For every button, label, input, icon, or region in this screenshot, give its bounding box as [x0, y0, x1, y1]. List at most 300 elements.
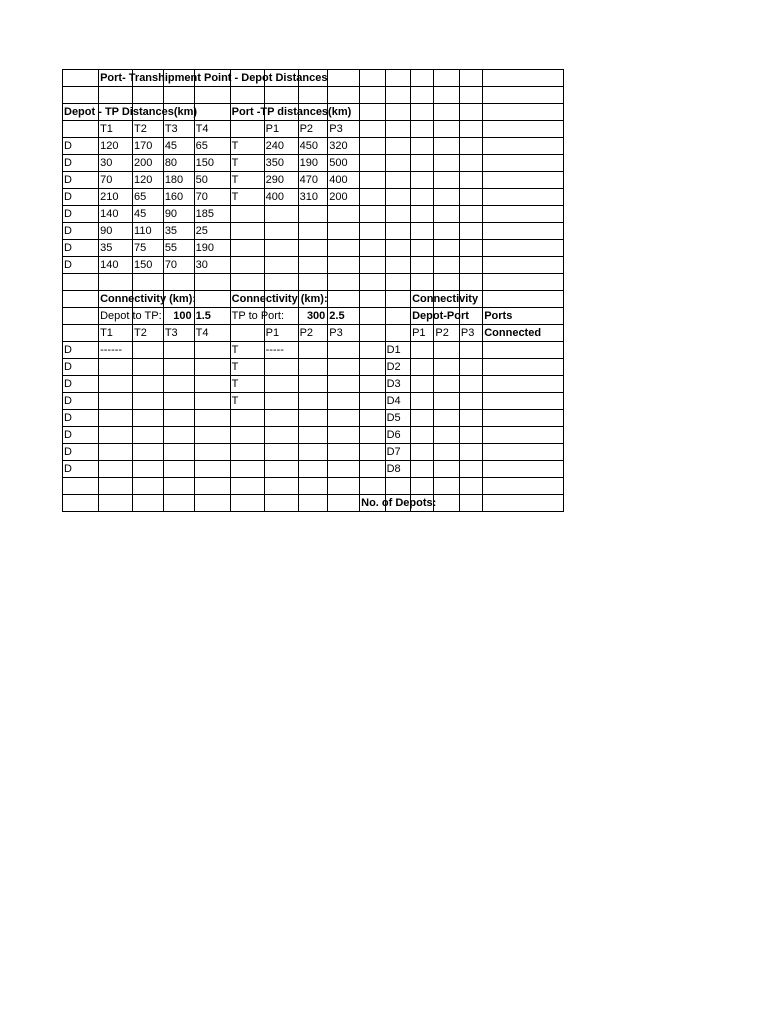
empty-cell[interactable]	[230, 257, 264, 274]
empty-cell[interactable]	[194, 478, 230, 495]
empty-cell[interactable]	[434, 121, 459, 138]
empty-cell[interactable]	[133, 478, 164, 495]
empty-cell[interactable]	[133, 342, 164, 359]
empty-cell[interactable]	[434, 427, 459, 444]
empty-cell[interactable]	[360, 478, 385, 495]
ports-header[interactable]: Ports	[483, 308, 564, 325]
empty-cell[interactable]	[360, 376, 385, 393]
empty-cell[interactable]	[411, 206, 434, 223]
empty-cell[interactable]	[411, 138, 434, 155]
empty-cell[interactable]	[63, 121, 99, 138]
empty-cell[interactable]	[360, 461, 385, 478]
empty-cell[interactable]	[133, 274, 164, 291]
empty-cell[interactable]	[385, 189, 410, 206]
no-of-depots-label[interactable]: No. of Depots:	[360, 495, 385, 512]
empty-cell[interactable]	[264, 87, 298, 104]
empty-cell[interactable]	[385, 70, 410, 87]
empty-cell[interactable]	[360, 427, 385, 444]
empty-cell[interactable]	[264, 444, 298, 461]
empty-cell[interactable]	[483, 291, 564, 308]
empty-cell[interactable]	[328, 410, 360, 427]
depot-tp-distance[interactable]: 25	[194, 223, 230, 240]
empty-cell[interactable]	[459, 444, 482, 461]
empty-cell[interactable]	[230, 274, 264, 291]
empty-cell[interactable]	[298, 223, 328, 240]
empty-cell[interactable]	[328, 359, 360, 376]
empty-cell[interactable]	[360, 359, 385, 376]
empty-cell[interactable]	[230, 121, 264, 138]
connectivity-depot-row-label[interactable]: D	[63, 444, 99, 461]
empty-cell[interactable]	[483, 121, 564, 138]
empty-cell[interactable]	[483, 206, 564, 223]
empty-cell[interactable]	[163, 393, 194, 410]
empty-cell[interactable]	[298, 342, 328, 359]
depot-tp-distance[interactable]: 120	[133, 172, 164, 189]
empty-cell[interactable]	[385, 104, 410, 121]
depot-tp-distance[interactable]: 150	[133, 257, 164, 274]
empty-cell[interactable]	[328, 427, 360, 444]
depot-row-label[interactable]: D	[63, 172, 99, 189]
depot-row-label[interactable]: D	[63, 189, 99, 206]
empty-cell[interactable]	[194, 359, 230, 376]
empty-cell[interactable]	[99, 495, 133, 512]
depot-to-tp-label[interactable]: Depot to TP:	[99, 308, 133, 325]
depot-tp-distance[interactable]: 50	[194, 172, 230, 189]
empty-cell[interactable]	[133, 376, 164, 393]
empty-cell[interactable]	[99, 274, 133, 291]
depot-tp-distance[interactable]: 70	[163, 257, 194, 274]
connectivity-depot-row-label[interactable]: D	[63, 342, 99, 359]
empty-cell[interactable]	[298, 427, 328, 444]
port-tp-distance[interactable]: 400	[328, 172, 360, 189]
empty-cell[interactable]	[163, 461, 194, 478]
empty-cell[interactable]	[434, 206, 459, 223]
depot-tp-distance[interactable]: 30	[99, 155, 133, 172]
empty-cell[interactable]	[385, 138, 410, 155]
connectivity-depot-cell[interactable]: ------	[99, 342, 133, 359]
empty-cell[interactable]	[360, 172, 385, 189]
empty-cell[interactable]	[459, 495, 482, 512]
empty-cell[interactable]	[163, 359, 194, 376]
empty-cell[interactable]	[298, 393, 328, 410]
empty-cell[interactable]	[434, 189, 459, 206]
empty-cell[interactable]	[194, 495, 230, 512]
port-tp-distance[interactable]: 500	[328, 155, 360, 172]
depot-row-label[interactable]: D	[63, 240, 99, 257]
depot-tp-distance[interactable]: 190	[194, 240, 230, 257]
depot-tp-distance[interactable]: 150	[194, 155, 230, 172]
empty-cell[interactable]	[360, 206, 385, 223]
empty-cell[interactable]	[483, 410, 564, 427]
port-tp-header[interactable]: Port -TP distances(km)	[230, 104, 264, 121]
empty-cell[interactable]	[483, 274, 564, 291]
empty-cell[interactable]	[194, 104, 230, 121]
empty-cell[interactable]	[264, 410, 298, 427]
empty-cell[interactable]	[328, 223, 360, 240]
connectivity-port-col-header[interactable]: P3	[328, 325, 360, 342]
empty-cell[interactable]	[360, 291, 385, 308]
empty-cell[interactable]	[483, 376, 564, 393]
empty-cell[interactable]	[163, 444, 194, 461]
empty-cell[interactable]	[459, 257, 482, 274]
empty-cell[interactable]	[133, 410, 164, 427]
empty-cell[interactable]	[230, 495, 264, 512]
empty-cell[interactable]	[434, 138, 459, 155]
empty-cell[interactable]	[63, 274, 99, 291]
tp-to-port-label[interactable]: TP to Port:	[230, 308, 264, 325]
empty-cell[interactable]	[360, 325, 385, 342]
empty-cell[interactable]	[264, 427, 298, 444]
depot-tp-distance[interactable]: 45	[163, 138, 194, 155]
empty-cell[interactable]	[99, 444, 133, 461]
empty-cell[interactable]	[99, 359, 133, 376]
depot-tp-distance[interactable]: 65	[194, 138, 230, 155]
connectivity-matrix-col-header[interactable]: P2	[434, 325, 459, 342]
empty-cell[interactable]	[360, 274, 385, 291]
empty-cell[interactable]	[360, 308, 385, 325]
empty-cell[interactable]	[230, 461, 264, 478]
tp-to-port-threshold[interactable]: 300	[298, 308, 328, 325]
depot-tp-col-header[interactable]: T2	[133, 121, 164, 138]
empty-cell[interactable]	[483, 427, 564, 444]
empty-cell[interactable]	[459, 189, 482, 206]
connectivity-depot-row-label[interactable]: D	[63, 427, 99, 444]
connectivity-port-col-header[interactable]: P2	[298, 325, 328, 342]
depot-tp-distance[interactable]: 140	[99, 206, 133, 223]
depot-row-label[interactable]: D	[63, 257, 99, 274]
empty-cell[interactable]	[328, 444, 360, 461]
empty-cell[interactable]	[385, 274, 410, 291]
empty-cell[interactable]	[360, 121, 385, 138]
empty-cell[interactable]	[298, 410, 328, 427]
connectivity-matrix-row-label[interactable]: D8	[385, 461, 410, 478]
tp-row-label[interactable]: T	[230, 172, 264, 189]
empty-cell[interactable]	[194, 291, 230, 308]
empty-cell[interactable]	[434, 359, 459, 376]
empty-cell[interactable]	[434, 87, 459, 104]
empty-cell[interactable]	[483, 393, 564, 410]
empty-cell[interactable]	[133, 427, 164, 444]
empty-cell[interactable]	[163, 87, 194, 104]
empty-cell[interactable]	[163, 274, 194, 291]
empty-cell[interactable]	[163, 376, 194, 393]
empty-cell[interactable]	[483, 495, 564, 512]
empty-cell[interactable]	[230, 478, 264, 495]
port-tp-col-header[interactable]: P3	[328, 121, 360, 138]
empty-cell[interactable]	[483, 104, 564, 121]
empty-cell[interactable]	[99, 376, 133, 393]
empty-cell[interactable]	[411, 410, 434, 427]
empty-cell[interactable]	[459, 155, 482, 172]
empty-cell[interactable]	[385, 155, 410, 172]
empty-cell[interactable]	[434, 70, 459, 87]
empty-cell[interactable]	[63, 308, 99, 325]
empty-cell[interactable]	[434, 478, 459, 495]
empty-cell[interactable]	[360, 223, 385, 240]
empty-cell[interactable]	[411, 121, 434, 138]
empty-cell[interactable]	[264, 274, 298, 291]
empty-cell[interactable]	[230, 240, 264, 257]
empty-cell[interactable]	[434, 104, 459, 121]
empty-cell[interactable]	[385, 240, 410, 257]
empty-cell[interactable]	[385, 121, 410, 138]
empty-cell[interactable]	[328, 206, 360, 223]
empty-cell[interactable]	[360, 257, 385, 274]
empty-cell[interactable]	[411, 240, 434, 257]
empty-cell[interactable]	[483, 359, 564, 376]
empty-cell[interactable]	[434, 393, 459, 410]
empty-cell[interactable]	[298, 461, 328, 478]
empty-cell[interactable]	[434, 342, 459, 359]
empty-cell[interactable]	[264, 257, 298, 274]
empty-cell[interactable]	[298, 240, 328, 257]
port-tp-distance[interactable]: 310	[298, 189, 328, 206]
empty-cell[interactable]	[328, 291, 360, 308]
empty-cell[interactable]	[230, 427, 264, 444]
empty-cell[interactable]	[483, 87, 564, 104]
connectivity-port-col-header[interactable]: P1	[264, 325, 298, 342]
empty-cell[interactable]	[194, 444, 230, 461]
port-tp-col-header[interactable]: P2	[298, 121, 328, 138]
empty-cell[interactable]	[298, 257, 328, 274]
depot-tp-distance[interactable]: 35	[99, 240, 133, 257]
empty-cell[interactable]	[459, 240, 482, 257]
empty-cell[interactable]	[328, 240, 360, 257]
depot-tp-distance[interactable]: 65	[133, 189, 164, 206]
empty-cell[interactable]	[459, 121, 482, 138]
empty-cell[interactable]	[459, 274, 482, 291]
empty-cell[interactable]	[434, 155, 459, 172]
empty-cell[interactable]	[163, 410, 194, 427]
depot-tp-col-header[interactable]: T3	[163, 121, 194, 138]
depot-tp-header[interactable]: Depot - TP Distances(km)	[63, 104, 99, 121]
empty-cell[interactable]	[298, 478, 328, 495]
empty-cell[interactable]	[459, 342, 482, 359]
depot-row-label[interactable]: D	[63, 138, 99, 155]
empty-cell[interactable]	[459, 172, 482, 189]
empty-cell[interactable]	[483, 138, 564, 155]
empty-cell[interactable]	[411, 172, 434, 189]
empty-cell[interactable]	[99, 87, 133, 104]
empty-cell[interactable]	[360, 70, 385, 87]
empty-cell[interactable]	[483, 189, 564, 206]
empty-cell[interactable]	[459, 427, 482, 444]
sheet-title[interactable]: Port- Transhipment Point - Depot Distances	[99, 70, 133, 87]
empty-cell[interactable]	[459, 223, 482, 240]
depot-row-label[interactable]: D	[63, 155, 99, 172]
empty-cell[interactable]	[230, 410, 264, 427]
empty-cell[interactable]	[411, 427, 434, 444]
tp-to-port-factor[interactable]: 2.5	[328, 308, 360, 325]
depot-tp-distance[interactable]: 120	[99, 138, 133, 155]
depot-tp-distance[interactable]: 70	[99, 172, 133, 189]
depot-tp-distance[interactable]: 210	[99, 189, 133, 206]
empty-cell[interactable]	[385, 172, 410, 189]
connectivity-matrix-row-label[interactable]: D6	[385, 427, 410, 444]
empty-cell[interactable]	[434, 274, 459, 291]
connectivity-depot-row-label[interactable]: D	[63, 376, 99, 393]
empty-cell[interactable]	[483, 257, 564, 274]
empty-cell[interactable]	[264, 461, 298, 478]
empty-cell[interactable]	[63, 478, 99, 495]
depot-tp-distance[interactable]: 90	[163, 206, 194, 223]
depot-tp-col-header[interactable]: T4	[194, 121, 230, 138]
empty-cell[interactable]	[230, 87, 264, 104]
empty-cell[interactable]	[459, 87, 482, 104]
empty-cell[interactable]	[483, 172, 564, 189]
empty-cell[interactable]	[385, 223, 410, 240]
empty-cell[interactable]	[194, 274, 230, 291]
empty-cell[interactable]	[264, 495, 298, 512]
empty-cell[interactable]	[63, 70, 99, 87]
empty-cell[interactable]	[298, 206, 328, 223]
empty-cell[interactable]	[483, 240, 564, 257]
empty-cell[interactable]	[360, 155, 385, 172]
connectivity-tp-row-label[interactable]: T	[230, 359, 264, 376]
empty-cell[interactable]	[434, 376, 459, 393]
port-tp-col-header[interactable]: P1	[264, 121, 298, 138]
empty-cell[interactable]	[459, 393, 482, 410]
empty-cell[interactable]	[483, 444, 564, 461]
empty-cell[interactable]	[360, 189, 385, 206]
empty-cell[interactable]	[411, 155, 434, 172]
connectivity-depot-row-label[interactable]: D	[63, 461, 99, 478]
empty-cell[interactable]	[434, 410, 459, 427]
connectivity-depot-header[interactable]: Connectivity (km):	[99, 291, 133, 308]
empty-cell[interactable]	[434, 495, 459, 512]
empty-cell[interactable]	[264, 359, 298, 376]
empty-cell[interactable]	[411, 70, 434, 87]
connectivity-depot-col-header[interactable]: T3	[163, 325, 194, 342]
empty-cell[interactable]	[133, 444, 164, 461]
empty-cell[interactable]	[459, 376, 482, 393]
depot-tp-distance[interactable]: 45	[133, 206, 164, 223]
connectivity-tp-row-label[interactable]: T	[230, 342, 264, 359]
empty-cell[interactable]	[298, 359, 328, 376]
empty-cell[interactable]	[385, 308, 410, 325]
empty-cell[interactable]	[298, 444, 328, 461]
empty-cell[interactable]	[360, 410, 385, 427]
empty-cell[interactable]	[411, 274, 434, 291]
empty-cell[interactable]	[194, 427, 230, 444]
empty-cell[interactable]	[99, 478, 133, 495]
empty-cell[interactable]	[459, 138, 482, 155]
empty-cell[interactable]	[264, 478, 298, 495]
empty-cell[interactable]	[264, 393, 298, 410]
empty-cell[interactable]	[328, 342, 360, 359]
empty-cell[interactable]	[434, 461, 459, 478]
empty-cell[interactable]	[385, 87, 410, 104]
depot-tp-distance[interactable]: 90	[99, 223, 133, 240]
depot-to-tp-threshold[interactable]: 100	[163, 308, 194, 325]
connectivity-depot-row-label[interactable]: D	[63, 410, 99, 427]
empty-cell[interactable]	[411, 393, 434, 410]
empty-cell[interactable]	[63, 495, 99, 512]
connectivity-matrix-row-label[interactable]: D2	[385, 359, 410, 376]
empty-cell[interactable]	[411, 87, 434, 104]
depot-to-tp-factor[interactable]: 1.5	[194, 308, 230, 325]
empty-cell[interactable]	[230, 444, 264, 461]
empty-cell[interactable]	[163, 478, 194, 495]
empty-cell[interactable]	[298, 87, 328, 104]
empty-cell[interactable]	[298, 376, 328, 393]
empty-cell[interactable]	[194, 410, 230, 427]
empty-cell[interactable]	[264, 223, 298, 240]
empty-cell[interactable]	[328, 274, 360, 291]
port-tp-distance[interactable]: 350	[264, 155, 298, 172]
empty-cell[interactable]	[385, 257, 410, 274]
depot-tp-distance[interactable]: 140	[99, 257, 133, 274]
depot-row-label[interactable]: D	[63, 223, 99, 240]
empty-cell[interactable]	[483, 70, 564, 87]
connectivity-tp-row-label[interactable]: T	[230, 376, 264, 393]
empty-cell[interactable]	[133, 359, 164, 376]
empty-cell[interactable]	[194, 342, 230, 359]
empty-cell[interactable]	[434, 257, 459, 274]
depot-tp-distance[interactable]: 200	[133, 155, 164, 172]
empty-cell[interactable]	[411, 444, 434, 461]
empty-cell[interactable]	[328, 70, 360, 87]
connectivity-matrix-row-label[interactable]: D1	[385, 342, 410, 359]
empty-cell[interactable]	[385, 291, 410, 308]
connectivity-port-cell[interactable]: -----	[264, 342, 298, 359]
empty-cell[interactable]	[459, 206, 482, 223]
empty-cell[interactable]	[411, 223, 434, 240]
depot-row-label[interactable]: D	[63, 206, 99, 223]
empty-cell[interactable]	[328, 461, 360, 478]
port-tp-distance[interactable]: 400	[264, 189, 298, 206]
empty-cell[interactable]	[385, 206, 410, 223]
empty-cell[interactable]	[298, 274, 328, 291]
empty-cell[interactable]	[483, 223, 564, 240]
empty-cell[interactable]	[133, 495, 164, 512]
empty-cell[interactable]	[434, 172, 459, 189]
empty-cell[interactable]	[360, 104, 385, 121]
connectivity-depot-row-label[interactable]: D	[63, 393, 99, 410]
empty-cell[interactable]	[483, 342, 564, 359]
empty-cell[interactable]	[328, 478, 360, 495]
empty-cell[interactable]	[230, 223, 264, 240]
depot-tp-distance[interactable]: 180	[163, 172, 194, 189]
connectivity-matrix-row-label[interactable]: D4	[385, 393, 410, 410]
empty-cell[interactable]	[99, 393, 133, 410]
empty-cell[interactable]	[434, 223, 459, 240]
depot-tp-col-header[interactable]: T1	[99, 121, 133, 138]
connectivity-depot-row-label[interactable]: D	[63, 359, 99, 376]
connectivity-tp-row-label[interactable]: T	[230, 393, 264, 410]
empty-cell[interactable]	[328, 257, 360, 274]
tp-row-label[interactable]: T	[230, 138, 264, 155]
connectivity-matrix-header[interactable]: Connectivity	[411, 291, 434, 308]
port-tp-distance[interactable]: 240	[264, 138, 298, 155]
empty-cell[interactable]	[411, 461, 434, 478]
empty-cell[interactable]	[194, 461, 230, 478]
tp-row-label[interactable]: T	[230, 189, 264, 206]
empty-cell[interactable]	[360, 138, 385, 155]
empty-cell[interactable]	[163, 495, 194, 512]
empty-cell[interactable]	[264, 206, 298, 223]
tp-row-label[interactable]: T	[230, 155, 264, 172]
empty-cell[interactable]	[411, 359, 434, 376]
empty-cell[interactable]	[328, 495, 360, 512]
empty-cell[interactable]	[230, 325, 264, 342]
depot-tp-distance[interactable]: 110	[133, 223, 164, 240]
empty-cell[interactable]	[411, 257, 434, 274]
port-tp-distance[interactable]: 470	[298, 172, 328, 189]
empty-cell[interactable]	[483, 461, 564, 478]
connectivity-matrix-row-label[interactable]: D3	[385, 376, 410, 393]
port-tp-distance[interactable]: 290	[264, 172, 298, 189]
